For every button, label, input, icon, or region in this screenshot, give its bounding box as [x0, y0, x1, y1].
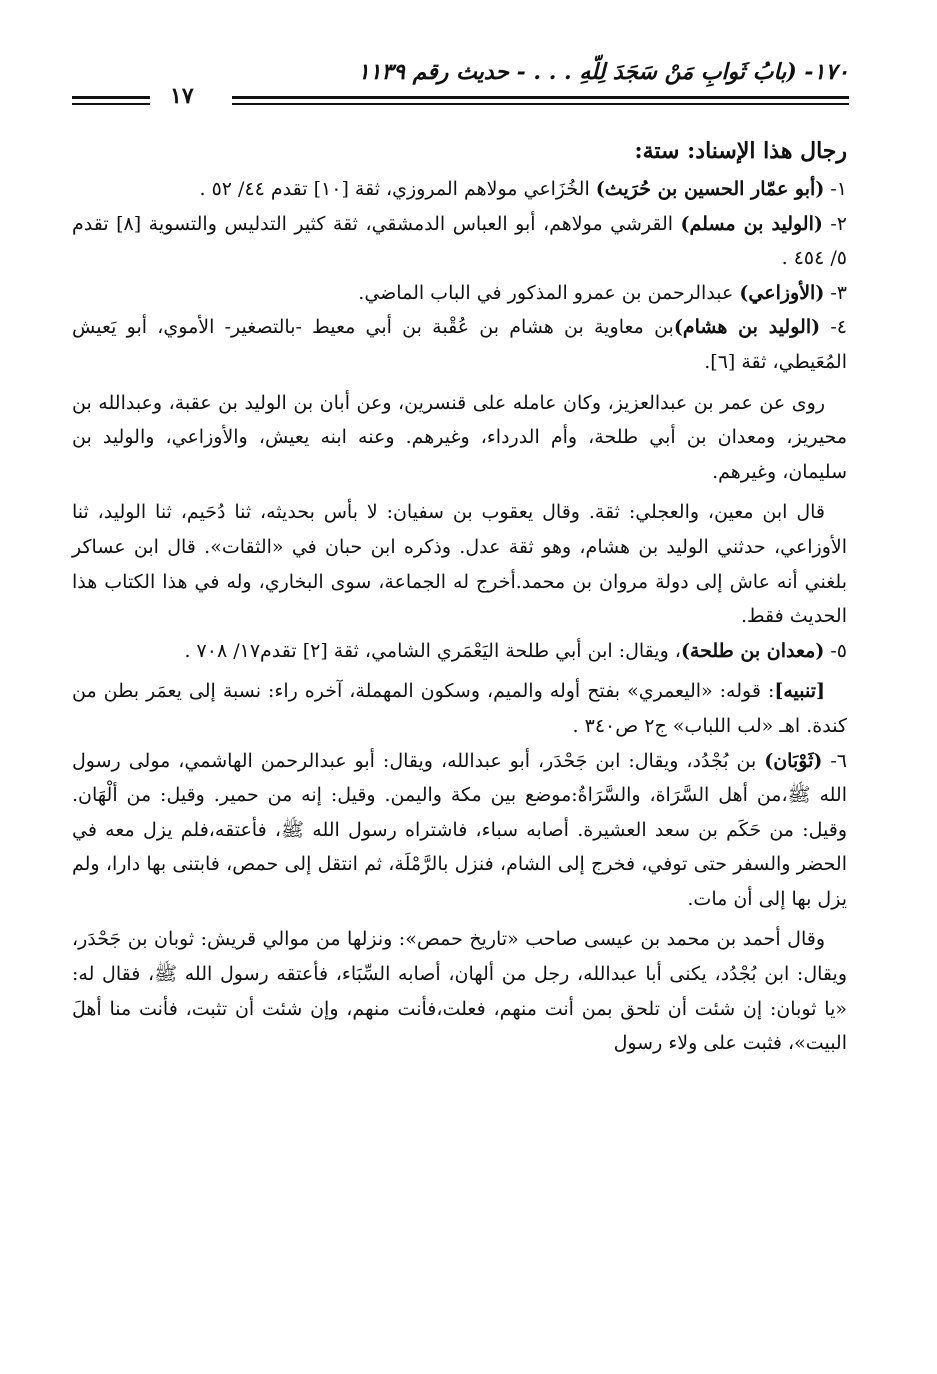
narrator-name: (الوليد بن مسلم) [680, 212, 823, 235]
running-header-title: ١٧٠- (بابُ ثَوابِ مَنْ سَجَدَ لِلّهِ . . . - حديث رقم ١١٣٩ [357, 59, 849, 85]
narrator-name: (الوليد بن هشام) [673, 316, 821, 339]
narrator-description: القرشي مولاهم، أبو العباس الدمشقي، ثقة كثير التدليس والتسوية [٨] تقدم ٥/ ٤٥٤ . [72, 212, 847, 270]
narrator-description: بن معاوية بن هشام بن عُقْبة بن أبي معيط -بالتصغير- الأموي، أبو يَعيش المُعَيطي، ثقة [٦]. [72, 316, 847, 373]
paragraph-riwaya: روى عن عمر بن عبدالعزيز، وكان عامله على قنسرين، وعن أبان بن الوليد بن عقبة، وعبدالله بن محيريز، ومعدان بن أبي طلحة، وأم الدرداء، وغيرهم. وعنه ابنه يعيش، والأوزاعي، والوليد بن سليمان، وغيرهم. [72, 391, 847, 483]
page-number: ١٧ [170, 83, 194, 109]
entry-number: ٦- [822, 749, 847, 772]
narrator-name: (الأوزاعي) [739, 281, 825, 304]
page-body [72, 132, 847, 1061]
narrator-entry-4 [72, 310, 847, 379]
paragraph-tawthiq: قال ابن معين، والعجلي: ثقة. وقال يعقوب بن سفيان: لا بأس بحديثه، ثنا دُحَيم، ثنا الوليد، ثنا الأوزاعي، حدثني الوليد بن هشام، وهو ثقة عدل. وذكره ابن حبان في «الثقات». قال ابن عساكر بلغني أنه عاش إلى دولة مروان بن محمد.أخرج له الجماعة، سوى البخاري، وله في هذا الكتاب هذا الحديث فقط. [72, 501, 847, 628]
narrator-description: عبدالرحمن بن عمرو المذكور في الباب الماضي. [358, 281, 740, 304]
narrator-description: بن بُجْدُد، ويقال: ابن جَحْدَر، أبو عبدالله، ويقال: أبو عبدالرحمن الهاشمي، مولى رسول الله ﷺ،من أهل السَّرَاة، والسَّرَاةُ:موضع بين مكة واليمن. وقيل: إنه من حمير. وقيل: من ألْهَان. وقيل: من حَكَم بن سعد العشيرة. أصابه سباء، فاشتراه رسول الله ﷺ، فأعتقه،فلم يزل معه في الحضر والسفر حتى توفي، فخرج إلى الشام، فنزل بالرَّمْلَة، ثم انتقل إلى حمص، فابتنى بها دارا، ولم يزل بها إلى أن مات. [72, 749, 847, 910]
entry-number: ٢- [822, 212, 847, 235]
narrator-entry-1 [72, 172, 847, 207]
entry-number: ١- [824, 178, 847, 200]
paragraph-ahmad: وقال أحمد بن محمد بن عيسى صاحب «تاريخ حمص»: ونزلها من موالي قريش: ثوبان بن جَحْدَر، ويقال: ابن بُجْدُد، يكنى أبا عبدالله، رجل من ألهان، أصابه السِّبَاء، فأعتقه رسول الله ﷺ، فقال له: «يا ثوبان: إن شئت أن تلحق بمن أنت منهم، فعلت،فأنت منهم، وإن شئت أن تثبت، فأنت منا أهلَ البيت»، فثبت على ولاء رسول [72, 928, 847, 1055]
narrator-entry-6 [72, 744, 847, 917]
narrator-name: (معدان بن طلحة) [680, 639, 825, 662]
running-header [72, 54, 849, 108]
tanbih-note [72, 674, 847, 743]
narrator-description: ، ويقال: ابن أبي طلحة اليَعْمَري الشامي، ثقة [٢] تقدم١٧/ ٧٠٨ . [184, 639, 681, 662]
header-rule-long [232, 96, 849, 105]
narrator-entry-5 [72, 634, 847, 669]
tanbih-label: [تنبيه] [774, 680, 825, 703]
header-rule-short [72, 96, 150, 105]
entry-number: ٤- [820, 316, 847, 339]
narrator-entry-2 [72, 207, 847, 276]
entry-number: ٣- [824, 281, 847, 304]
entry-number: ٥- [824, 639, 847, 662]
tanbih-text: : قوله: «اليعمري» بفتح أوله والميم، وسكون المهملة، آخره راء: نسبة إلى يعمَر بطن من كندة. اهـ «لب اللباب» ج٢ ص٣٤٠ . [72, 680, 847, 737]
narrator-name: (ثَوْبَان) [764, 749, 823, 772]
narrator-description: الخُزَاعي مولاهم المروزي، ثقة [١٠] تقدم ٤٤/ ٥٢ . [199, 178, 596, 200]
narrator-name: (أبو عمّار الحسين بن حُرَيث) [595, 178, 825, 200]
section-heading: رجال هذا الإسناد: ستة: [634, 138, 847, 164]
narrator-entry-3 [72, 276, 847, 311]
